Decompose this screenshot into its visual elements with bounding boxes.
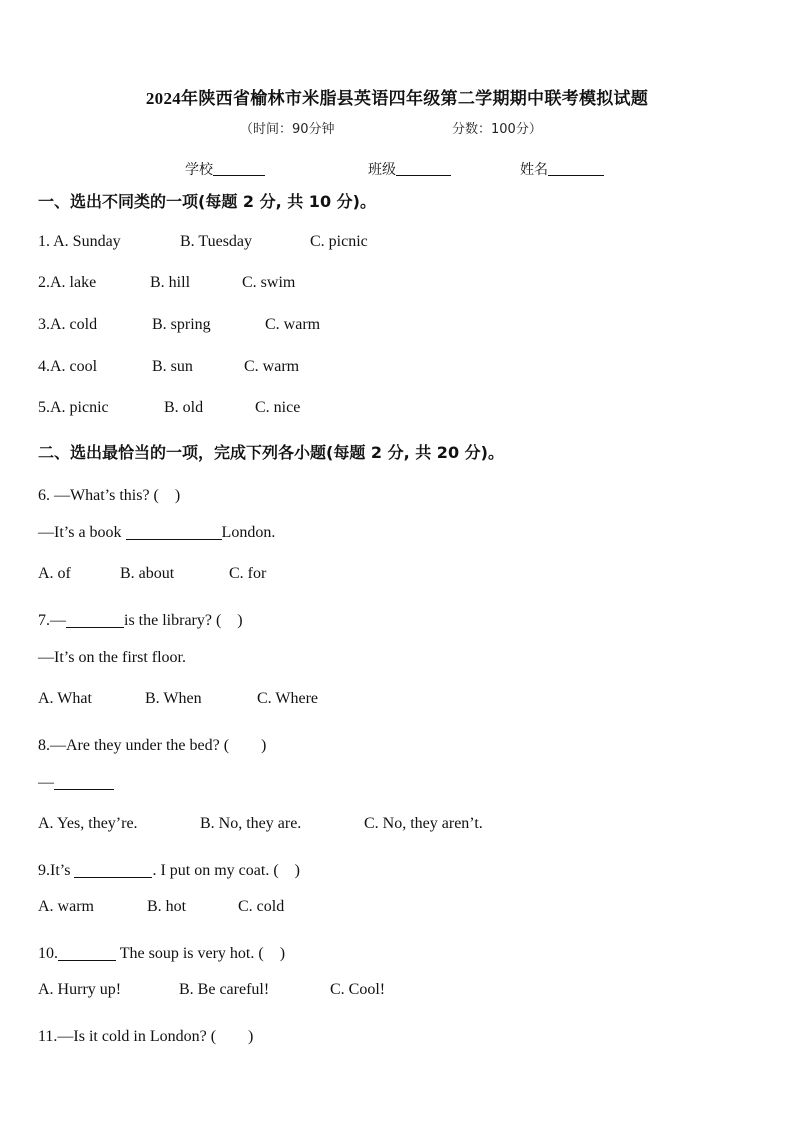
q5-option-a: 5.A. picnic	[38, 399, 109, 416]
q8-answer-blank[interactable]	[54, 774, 114, 790]
q4-option-a: 4.A. cool	[38, 358, 98, 375]
q4-option-c: C. warm	[244, 358, 300, 375]
q7-option-b: B. When	[145, 690, 202, 707]
q8-option-c: C. No, they aren’t.	[364, 815, 483, 832]
q9-stem: 9.It’s . I put on my coat. ( )	[38, 862, 300, 879]
exam-title: 2024年陕西省榆林市米脂县英语四年级第二学期期中联考模拟试题	[145, 89, 649, 108]
q9-answer-blank[interactable]	[74, 862, 152, 878]
q8-option-a: A. Yes, they’re.	[38, 815, 138, 832]
school-field[interactable]	[185, 159, 265, 179]
q4-option-b: B. sun	[152, 358, 193, 375]
q10-answer-blank[interactable]	[58, 945, 116, 961]
q2-option-a: 2.A. lake	[38, 274, 97, 291]
q7-option-c: C. Where	[257, 690, 319, 707]
q6-option-b: B. about	[120, 565, 175, 582]
q6-option-a: A. of	[38, 565, 71, 582]
exam-time: （时间：90分钟	[240, 122, 335, 137]
q6-option-c: C. for	[229, 565, 267, 582]
q10-option-b: B. Be careful!	[179, 981, 270, 998]
q10-option-a: A. Hurry up!	[38, 981, 122, 998]
school-blank[interactable]	[213, 161, 265, 176]
q8-reply: —	[38, 774, 114, 792]
exam-score: 分数：100分）	[452, 122, 542, 137]
name-blank[interactable]	[548, 161, 604, 176]
q9-option-c: C. cold	[238, 898, 285, 915]
q8-stem: 8.—Are they under the bed? ( )	[38, 737, 267, 754]
q10-option-c: C. Cool!	[330, 981, 386, 998]
q7-answer-blank[interactable]	[66, 612, 124, 628]
section-1-heading: 一、选出不同类的一项(每题 2 分, 共 10 分)。	[38, 192, 376, 211]
q3-option-c: C. warm	[265, 316, 321, 333]
q6-reply: —It’s a book London.	[38, 524, 276, 541]
school-label: 学校	[185, 162, 213, 178]
q10-stem: 10. The soup is very hot. ( )	[38, 945, 286, 962]
q6-answer-blank[interactable]	[126, 524, 222, 540]
class-label: 班级	[368, 162, 396, 178]
q5-option-b: B. old	[164, 399, 204, 416]
q2-option-c: C. swim	[242, 274, 296, 291]
section-2-heading: 二、选出最恰当的一项，完成下列各小题(每题 2 分, 共 20 分)。	[38, 443, 504, 462]
q5-option-c: C. nice	[255, 399, 301, 416]
q1-option-c: C. picnic	[310, 233, 368, 250]
q3-option-b: B. spring	[152, 316, 211, 333]
q9-option-b: B. hot	[147, 898, 187, 915]
class-field[interactable]	[368, 159, 451, 179]
name-field[interactable]	[520, 159, 604, 179]
q3-option-a: 3.A. cold	[38, 316, 98, 333]
q8-option-b: B. No, they are.	[200, 815, 302, 832]
q1-option-a: 1. A. Sunday	[38, 233, 121, 250]
q7-reply: —It’s on the first floor.	[38, 649, 186, 666]
q2-option-b: B. hill	[150, 274, 191, 291]
q7-stem: 7.— is the library? ( )	[38, 612, 243, 629]
name-label: 姓名	[520, 162, 548, 178]
q6-stem: 6. —What’s this? ( )	[38, 487, 181, 504]
q7-option-a: A. What	[38, 690, 92, 707]
q11-stem: 11.—Is it cold in London? ( )	[38, 1028, 254, 1045]
q1-option-b: B. Tuesday	[180, 233, 253, 250]
class-blank[interactable]	[396, 161, 451, 176]
q9-option-a: A. warm	[38, 898, 94, 915]
